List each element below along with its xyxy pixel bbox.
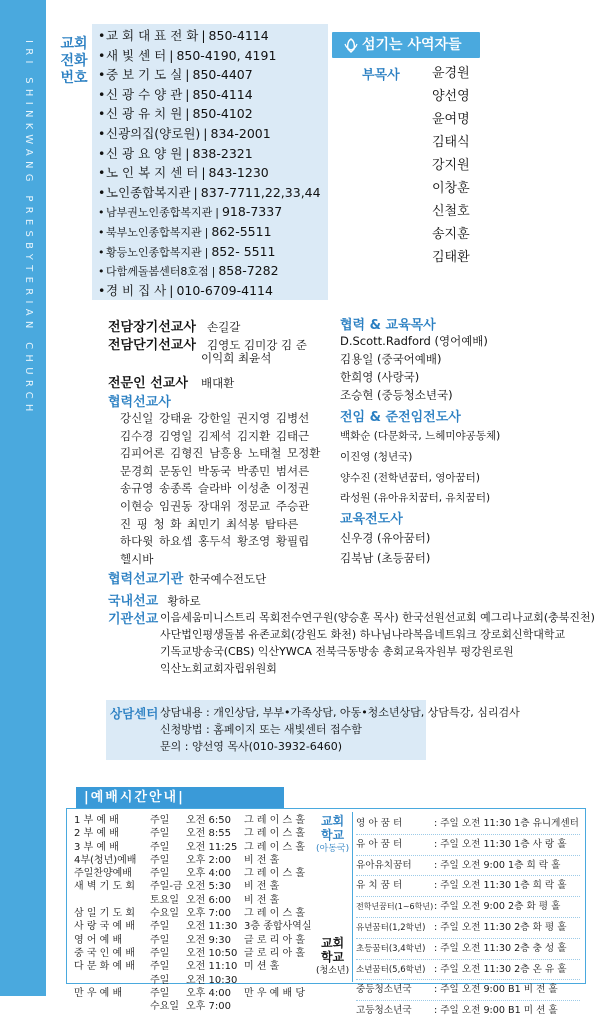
coop-missionary-label: 협력선교사 — [108, 395, 171, 410]
phone-label-line: 번호 — [60, 70, 88, 86]
pro-missionary-names: 배대환 — [200, 376, 235, 390]
phone-item: •신 광 유 치 원 | 850-4102 — [98, 106, 253, 122]
school-row: 고등청소년국 : 주일 오전 9:00 B1 미 션 홀 — [356, 1005, 558, 1017]
school-row: 유아유치꿈터 : 주일 오전 9:00 1층 희 락 홀 — [356, 856, 580, 877]
coop-names-row: 진 핑 청 화 최민기 최석봉 탐타른 — [120, 516, 299, 531]
counsel-line: 문의 : 양선영 목사(010-3932-6460) — [160, 740, 343, 753]
institution-line: 이음세움미니스트리 목회전수연구원(양승훈 목사) 한국선원선교회 예그리나교회(충북진천) — [160, 611, 595, 624]
coop-names-row: 하다윗 하요셉 홍두석 황조영 황필립 — [120, 534, 310, 549]
school-kids-label — [316, 814, 349, 856]
phone-item: •신광의집(양로원) | 834-2001 — [98, 125, 271, 141]
coop-pastor-item: D.Scott.Radford (영어예배) — [340, 334, 488, 348]
worship-title: |예배시간안내| — [76, 787, 284, 809]
edu-evangelist-title: 교육전도사 — [340, 512, 403, 527]
school-kids-label-line: 학교 — [320, 828, 345, 842]
pastor-name: 김태환 — [432, 250, 470, 265]
worship-row: 다 문 화 예 배 주일 오전 11:10 미 션 홀 — [74, 961, 280, 973]
school-youth-label-line: 교회 — [320, 936, 345, 950]
worship-row: 3 부 예 배 주일 오전 11:25 그 레 이 스 홀 — [74, 841, 306, 853]
worship-row: 수요일 오후 7:00 — [150, 1001, 231, 1013]
school-youth-label-line: 학교 — [320, 950, 345, 964]
worship-row: 주일찬양예배 주일 오후 4:00 그 레 이 스 홀 — [74, 868, 306, 880]
worship-row: 중 국 인 예 배 주일 오전 10:50 글 로 리 아 홀 — [74, 947, 306, 959]
school-schedule-list — [356, 814, 580, 1022]
pastor-name: 윤경원 — [432, 66, 470, 81]
worship-row: 1 부 예 배 주일 오전 6:50 그 레 이 스 홀 — [74, 815, 306, 826]
full-long-label: 전담장기선교사 — [108, 320, 196, 335]
school-row: 유 아 꿈 터 : 주일 오전 11:30 1층 사 랑 홀 — [356, 835, 580, 856]
counsel-line: 상담내용 : 개인상담, 부부•가족상담, 아동•청소년상담, 상담특강, 심리검사 — [160, 706, 520, 719]
domestic-mission-row — [108, 590, 201, 609]
phone-label-line: 교회 — [60, 36, 88, 52]
ministers-banner — [332, 32, 480, 58]
school-row: 중등청소년국 : 주일 오전 9:00 B1 비 전 홀 — [356, 980, 580, 1001]
worship-row: 사 랑 국 예 배 주일 오전 11:30 3층 종합사역실 — [74, 921, 312, 933]
coop-names-row: 송규영 송종록 슬라바 이성춘 이정권 — [120, 481, 310, 496]
coop-names-row: 강신일 강태윤 강한일 권지영 김병선 — [120, 411, 310, 425]
pastor-name: 김태식 — [432, 135, 470, 150]
domestic-mission-label: 국내선교 — [108, 594, 159, 609]
evangelist-item: 양수진 (전학년꿈터, 영아꿈터) — [340, 472, 480, 484]
pastor-name: 송지훈 — [432, 227, 470, 242]
school-divider — [352, 812, 353, 982]
institution-line: 기독교방송국(CBS) 익산YWCA 전북극동방송 총회교육자원부 평강원로원 — [160, 645, 514, 658]
evangelist-title: 전임 & 준전임전도사 — [340, 410, 461, 425]
worship-title-text: 예배시간안내 — [90, 790, 179, 805]
worship-row: 4부(청년)예배 주일 오후 2:00 비 전 홀 — [74, 854, 280, 866]
domestic-mission-name: 황하로 — [167, 594, 201, 608]
coop-names-row: 헬시바 — [120, 551, 154, 566]
coop-pastor-title: 협력 & 교육목사 — [340, 318, 436, 333]
evangelist-item: 라성원 (유아유치꿈터, 유치꿈터) — [340, 492, 491, 504]
pastor-name: 이창훈 — [432, 181, 470, 196]
coop-names-row: 이현승 임권동 장대위 정문교 주승관 — [120, 498, 310, 513]
school-row: 초등꿈터(3,4학년) : 주일 오전 11:30 2층 충 성 홀 — [356, 939, 580, 960]
edu-evangelist-item: 김북남 (초등꿈터) — [340, 551, 431, 565]
school-row: 영 아 꿈 터 : 주일 오전 11:30 1층 유니게센터 — [356, 814, 580, 835]
pastor-name: 신철호 — [432, 204, 470, 219]
school-row: 전학년꿈터(1~6학년): 주일 오전 9:00 2층 화 평 홀 — [356, 897, 580, 918]
coop-agency-row — [108, 568, 266, 587]
associate-pastor-list — [432, 62, 470, 269]
phone-list — [98, 26, 334, 300]
full-short-names-line2: 이익희 최윤석 — [201, 351, 272, 365]
phone-item: • 남부권노인종합복지관 | 918-7337 — [98, 204, 283, 220]
school-row: 유년꿈터(1,2학년) : 주일 오전 11:30 2층 화 평 홀 — [356, 918, 580, 939]
ministers-banner-title: 섬기는 사역자들 — [362, 37, 462, 53]
coop-agency-label: 협력선교기관 — [108, 572, 184, 587]
worship-row: 2 부 예 배 주일 오전 8:55 그 레 이 스 홀 — [74, 828, 306, 840]
coop-names-row: 김피어론 김형진 남흥용 노태철 모정환 — [120, 446, 321, 461]
phone-item: •경 비 집 사 | 010-6709-4114 — [98, 282, 273, 298]
phone-item: • 황등노인종합복지관 | 852- 5511 — [98, 243, 276, 259]
school-kids-sub: (아동국) — [316, 844, 350, 854]
side-band-text: IRI SHINKWANG PRESBYTERIAN CHURCH — [23, 40, 34, 417]
school-youth-label — [316, 936, 349, 978]
phone-item: •노 인 복 지 센 터 | 843-1230 — [98, 165, 269, 181]
worship-list — [74, 814, 344, 1013]
evangelist-item: 백화순 (다문화국, 느헤미야공동체) — [340, 430, 501, 442]
school-youth-sub: (청소년) — [316, 966, 350, 976]
phone-item: • 북부노인종합복지관 | 862-5511 — [98, 223, 272, 239]
associate-pastor-label: 부목사 — [362, 68, 400, 83]
phone-item: •노인종합복지관 | 837-7711,22,33,44 — [98, 184, 321, 200]
coop-pastor-item: 한희영 (사랑국) — [340, 370, 420, 384]
coop-pastor-item: 조승현 (중등청소년국) — [340, 388, 453, 402]
full-short-names: 김영도 김미강 김 준 — [207, 338, 307, 352]
school-row: 유 치 꿈 터 : 주일 오전 11:30 1층 희 락 홀 — [356, 876, 580, 897]
phone-item: • 다함께돌봄센터8호점 | 858-7282 — [98, 263, 279, 279]
coop-missionary-list — [120, 410, 340, 568]
worship-row: 토요일 오전 6:00 비 전 홀 — [150, 894, 280, 906]
phone-label-line: 전화 — [60, 53, 88, 69]
full-long-names: 손길갈 — [207, 320, 241, 334]
worship-row: 새 벽 기 도 회 주일-금 오전 5:30 비 전 홀 — [74, 881, 280, 893]
school-kids-label-line: 교회 — [320, 814, 345, 828]
edu-evangelist-item: 신우경 (유아꿈터) — [340, 531, 431, 545]
phone-item: •중 보 기 도 실 | 850-4407 — [98, 67, 253, 83]
coop-pastor-item: 김용일 (중국어예배) — [340, 352, 442, 366]
worship-row: 삼 일 기 도 회 수요일 오후 7:00 그 레 이 스 홀 — [74, 908, 306, 920]
institution-mission-label: 기관선교 — [108, 612, 159, 627]
pastor-name: 강지원 — [432, 158, 470, 173]
school-row: 소년꿈터(5,6학년) : 주일 오전 11:30 2층 온 유 홀 — [356, 960, 580, 981]
worship-row: 영 어 예 배 주일 오전 9:30 글 로 리 아 홀 — [74, 934, 306, 946]
hands-icon — [342, 36, 360, 54]
pastor-name: 양선영 — [432, 89, 470, 104]
counsel-line: 신청방법 : 홈페이지 또는 새빛센터 접수함 — [160, 723, 362, 736]
phone-section-label — [58, 36, 90, 87]
coop-agency-name: 한국예수전도단 — [188, 572, 267, 586]
worship-row: 만 우 예 배 주일 오후 4:00 만 우 예 배 당 — [74, 987, 306, 999]
coop-names-row: 김수경 김영일 김제석 김지환 김태근 — [120, 428, 310, 443]
pro-missionary-label: 전문인 선교사 — [108, 376, 188, 391]
full-long-missionary-row — [108, 316, 240, 335]
phone-item: •신 광 요 양 원 | 838-2321 — [98, 145, 253, 161]
pastor-name: 윤여명 — [432, 112, 470, 127]
institution-line: 사단법인평생돌봄 유존교회(강원도 화천) 하나님나라복음네트워크 장로회신학대학교 — [160, 628, 566, 641]
institution-line: 익산노회교회자립위원회 — [160, 662, 277, 675]
coop-names-row: 문경희 문동인 박동국 박종민 범셔른 — [120, 463, 310, 478]
counsel-label: 상담센터 — [110, 706, 159, 721]
pro-missionary-row — [108, 372, 234, 391]
phone-item: •신 광 수 양 관 | 850-4114 — [98, 86, 253, 102]
full-short-label: 전담단기선교사 — [108, 338, 196, 353]
evangelist-item: 이진영 (청년국) — [340, 451, 413, 463]
phone-item: •교 회 대 표 전 화 | 850-4114 — [98, 28, 269, 43]
phone-item: •새 빛 센 터 | 850-4190, 4191 — [98, 47, 277, 63]
worship-row: 주일 오전 10:30 — [150, 974, 238, 986]
